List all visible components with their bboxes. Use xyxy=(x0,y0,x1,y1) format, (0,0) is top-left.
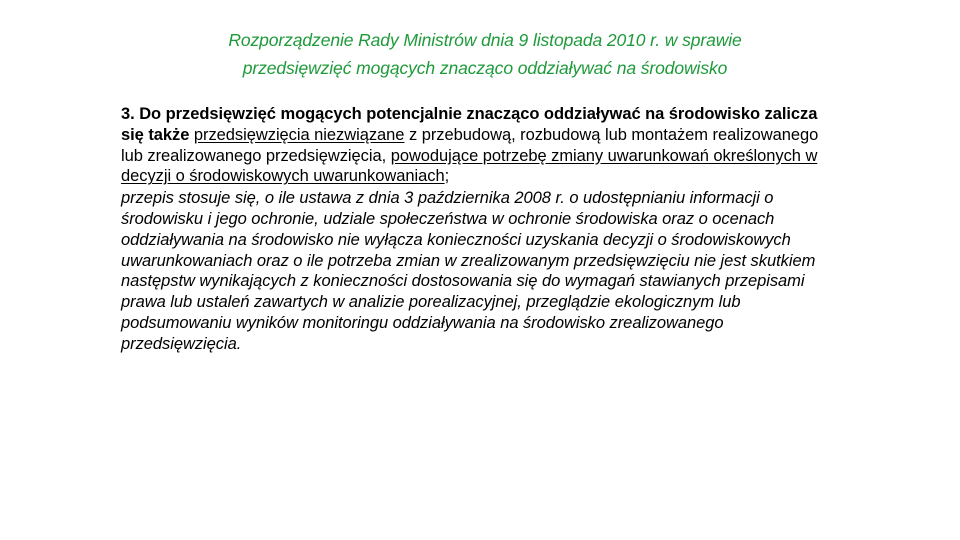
paragraph-1-lead: 3. Do przedsięwzięć mogących potencjalnie znacząco oddziaływać na środowisko zalicza się także xyxy=(121,105,818,144)
slide-title xyxy=(120,26,850,82)
paragraph-1-underlined-2: powodujące potrzebę zmiany uwarunkowań określonych w decyzji o środowiskowych uwarunkowaniach xyxy=(121,146,818,186)
paragraph-1-end: ; xyxy=(444,167,450,186)
paragraph-1-middle: z przebudową, rozbudową lub montażem realizowanego lub zrealizowanego przedsięwzięcia, xyxy=(121,125,819,165)
paragraph-2: przepis stosuje się, o ile ustawa z dnia 3 października 2008 r. o udostępnianiu informacji o środowisku i jego ochronie, udziale społeczeństwa w ochronie środowiska oraz o ocenach oddziaływania na środowisko nie wyłącza konieczności uzyskania decyzji o środowiskowych uwarunkowaniach oraz o ile potrzeba zmian w zrealizowanym przedsięwzięciu nie jest skutkiem następstw wynikających z konieczności dostosowania się do wymagań stawianych przepisami prawa lub ustaleń zawartych w analizie porealizacyjnej, przeglądzie ekologicznym lub podsumowaniu wyników monitoringu oddziaływania na środowisko zrealizowanego przedsięwzięcia. xyxy=(121,189,816,353)
title-line-1: Rozporządzenie Rady Ministrów dnia 9 listopada 2010 r. w sprawie xyxy=(228,30,742,50)
body-text xyxy=(121,104,841,355)
title-line-2: przedsięwzięć mogących znacząco oddziaływać na środowisko xyxy=(242,58,728,78)
paragraph-1 xyxy=(121,104,841,187)
paragraph-1-underlined-1: przedsięwzięcia niezwiązane xyxy=(193,125,405,144)
